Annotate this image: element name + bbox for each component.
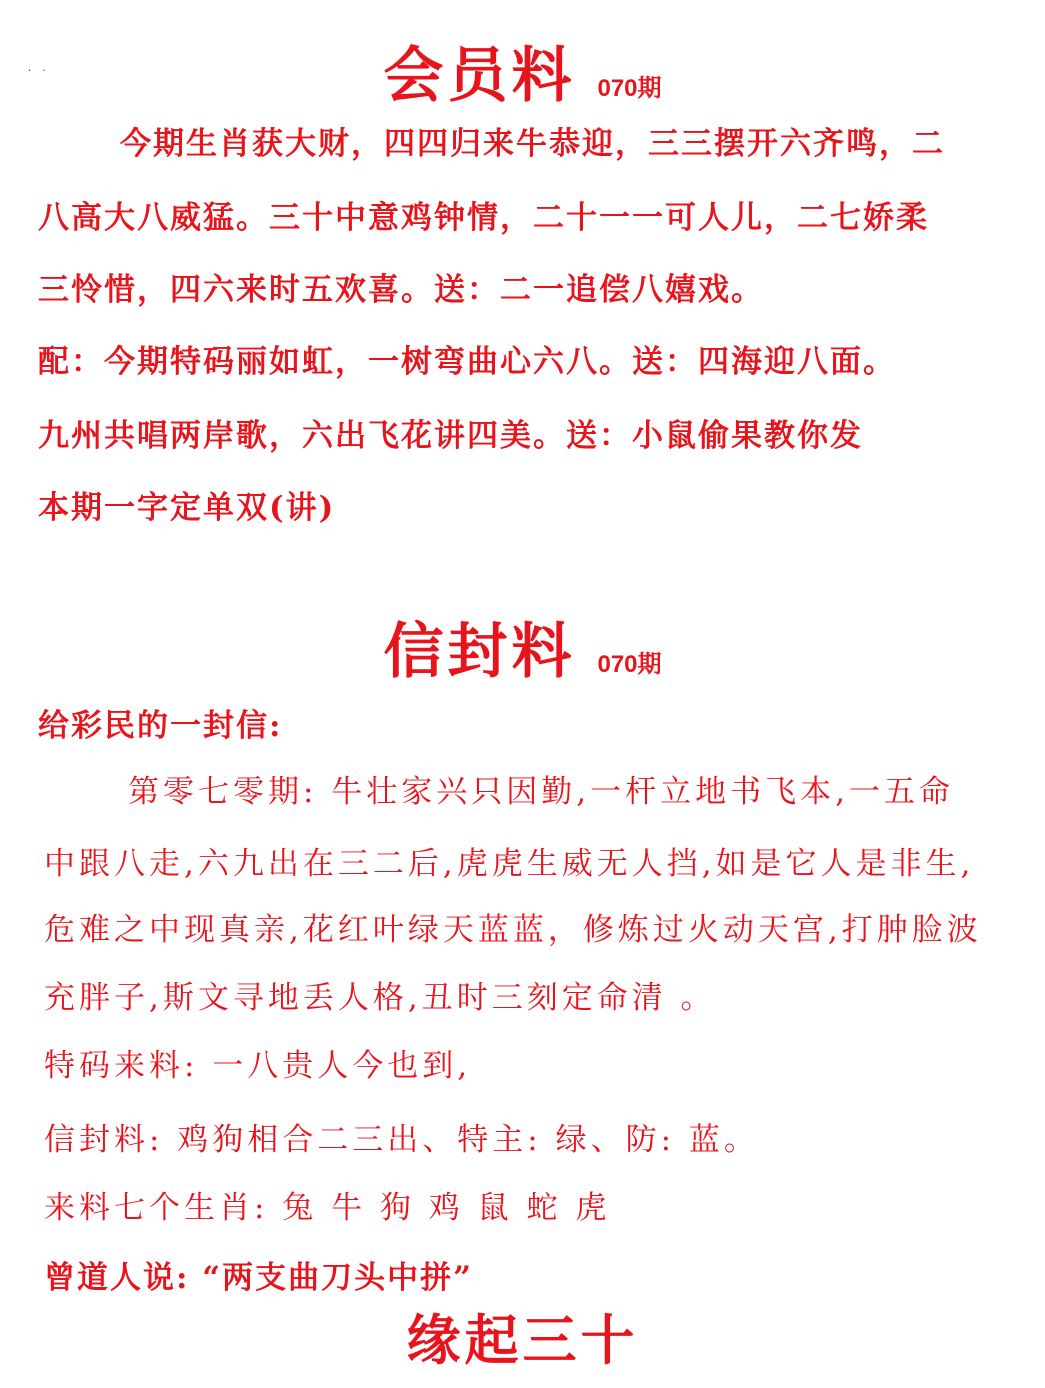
member-title: 会员料 bbox=[383, 41, 576, 111]
member-line-6: 本期一字定单双(讲) bbox=[38, 490, 336, 526]
letter-body-line-2: 中跟八走,六九出在三二后,虎虎生威无人挡,如是它人是非生, bbox=[44, 846, 975, 882]
member-line-2: 八高大八威猛。三十中意鸡钟情，二十一一可人儿，二七娇柔 bbox=[38, 200, 929, 236]
member-title-block bbox=[0, 28, 1045, 114]
envelope-note: 信封料: 鸡狗相合二三出、特主: 绿、防: 蓝。 bbox=[44, 1122, 759, 1158]
saying: 曾道人说: “两支曲刀头中拼” bbox=[44, 1260, 473, 1296]
member-line-5: 九州共唱两岸歌，六出飞花讲四美。送：小鼠偷果教你发 bbox=[38, 418, 863, 454]
zodiac-list: 来料七个生肖: 兔 牛 狗 鸡 鼠 蛇 虎 bbox=[44, 1190, 611, 1226]
footer-title: 缘起三十 bbox=[406, 1308, 639, 1372]
member-issue: 070期 bbox=[597, 75, 662, 102]
special-code: 特码来料: 一八贵人今也到, bbox=[44, 1048, 472, 1084]
letter-body-line-1: 第零七零期: 牛壮家兴只因勤,一杆立地书飞本,一五命 bbox=[128, 774, 955, 810]
letter-title: 信封料 bbox=[383, 617, 576, 687]
member-line-3: 三怜惜，四六来时五欢喜。送：二一追偿八嬉戏。 bbox=[38, 272, 764, 308]
letter-greeting: 给彩民的一封信: bbox=[38, 708, 283, 744]
letter-title-block bbox=[0, 604, 1045, 690]
letter-issue: 070期 bbox=[597, 651, 662, 678]
member-line-1: 今期生肖获大财，四四归来牛恭迎，三三摆开六齐鸣，二 bbox=[120, 126, 945, 162]
footer-title-block bbox=[0, 1298, 1045, 1375]
scan-dots: · · bbox=[28, 66, 50, 77]
letter-body-line-3: 危难之中现真亲,花红叶绿天蓝蓝，修炼过火动天宫,打肿脸波 bbox=[44, 912, 982, 948]
member-line-4: 配：今期特码丽如虹，一树弯曲心六八。送：四海迎八面。 bbox=[38, 344, 896, 380]
letter-body-line-4: 充胖子,斯文寻地丢人格,丑时三刻定命清 。 bbox=[44, 980, 716, 1016]
